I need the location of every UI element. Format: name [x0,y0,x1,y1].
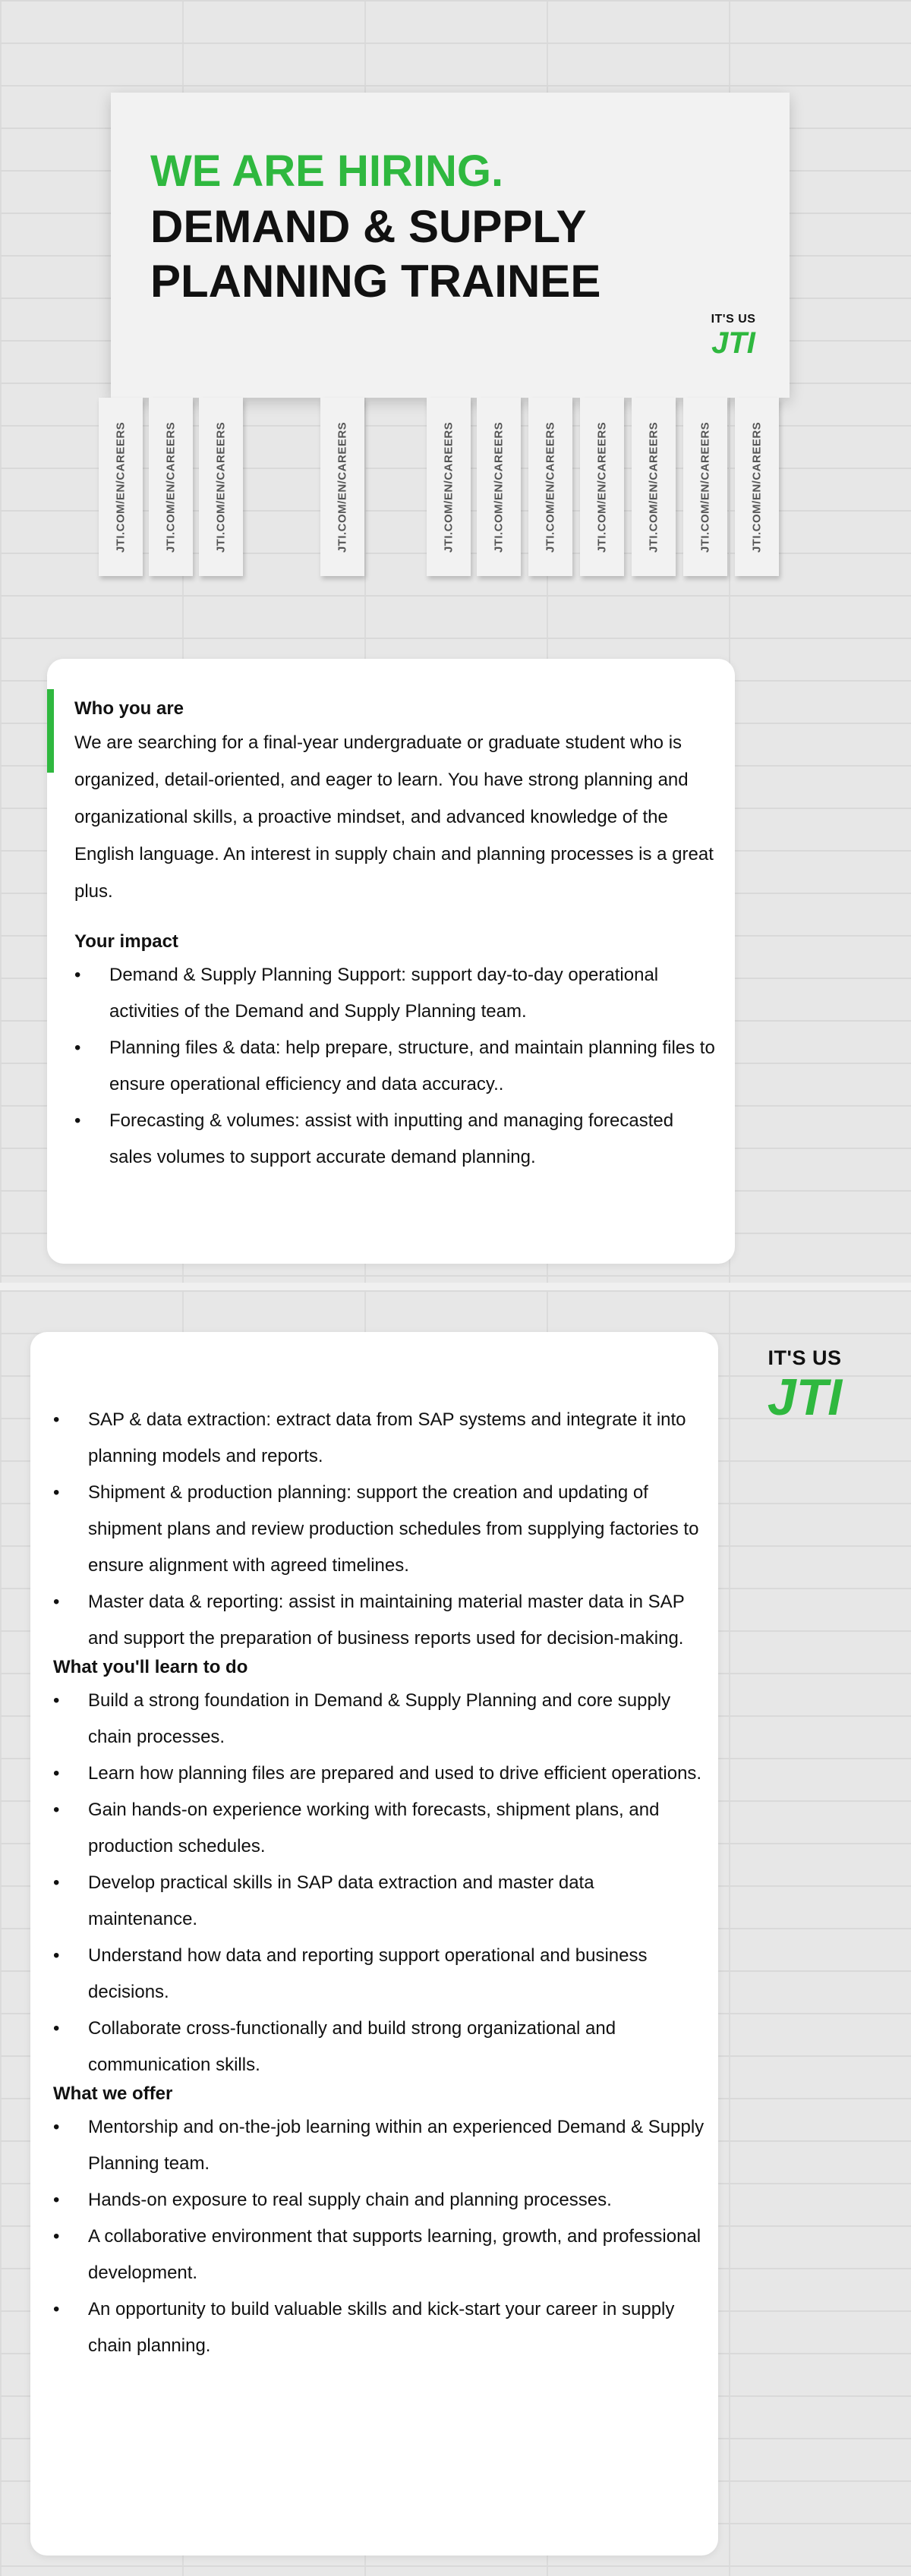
list-item: • Gain hands-on experience working with forecasts, shipment plans, and production schedules. [53,1792,706,1865]
headline-hiring: WE ARE HIRING. [150,146,504,196]
tear-off-tab [149,398,193,576]
tab-url: JTI.COM/EN/CAREERS [492,421,506,553]
jti-logo-small [703,313,764,360]
headline-job-title-line-2: PLANNING TRAINEE [150,256,601,307]
tab-url: JTI.COM/EN/CAREERS [544,421,557,553]
tab-url: JTI.COM/EN/CAREERS [336,421,349,553]
list-item: • Collaborate cross-functionally and build strong organizational and communication skills. [53,2011,706,2083]
list-item: • Learn how planning files are prepared and used to drive efficient operations. [53,1756,706,1792]
page-divider [0,1283,911,1290]
list-item: • Forecasting & volumes: assist with inputting and managing forecasted sales volumes to support accurate demand planning. [74,1103,720,1176]
tear-off-tab [683,398,727,576]
logo-tagline: IT'S US [711,313,756,326]
tab-url: JTI.COM/EN/CAREERS [647,421,660,553]
list-item: • Build a strong foundation in Demand & Supply Planning and core supply chain processes. [53,1683,706,1756]
tab-url: JTI.COM/EN/CAREERS [698,421,712,553]
tear-off-tabs [99,398,797,580]
jti-logo-icon: JTI [711,326,755,360]
job-description-card-1 [47,659,735,1264]
learn-list [53,1683,706,2083]
list-item: • SAP & data extraction: extract data from SAP systems and integrate it into planning models and reports. [53,1402,706,1475]
list-item: • A collaborative environment that supports learning, growth, and professional development. [53,2219,706,2291]
who-you-are-heading: Who you are [74,698,184,719]
learn-heading: What you'll learn to do [53,1657,248,1677]
list-item: • Shipment & production planning: support the creation and updating of shipment plans and review production schedules from supplying factories to ensure alignment with agreed timelines. [53,1475,706,1584]
tab-url: JTI.COM/EN/CAREERS [214,421,228,553]
list-item: • Hands-on exposure to real supply chain and planning processes. [53,2182,706,2219]
tab-url: JTI.COM/EN/CAREERS [442,421,456,553]
tab-url: JTI.COM/EN/CAREERS [750,421,764,553]
tab-url: JTI.COM/EN/CAREERS [595,421,609,553]
your-impact-heading: Your impact [74,931,178,952]
impact-list [74,957,720,1176]
tab-url: JTI.COM/EN/CAREERS [164,421,178,553]
logo-tagline: IT'S US [768,1346,842,1369]
list-item: • Develop practical skills in SAP data extraction and master data maintenance. [53,1865,706,1938]
hiring-poster [111,93,790,398]
list-item: • Understand how data and reporting support operational and business decisions. [53,1938,706,2011]
tear-off-tab [427,398,471,576]
tab-url: JTI.COM/EN/CAREERS [114,421,128,553]
jti-logo-large [759,1346,850,1425]
tear-off-tab [580,398,624,576]
tear-off-tab [632,398,676,576]
list-item: • Mentorship and on-the-job learning within an experienced Demand & Supply Planning team. [53,2109,706,2182]
job-description-card-2 [30,1332,718,2556]
tear-off-tab [477,398,521,576]
tear-off-tab [528,398,572,576]
tear-off-tab [735,398,779,576]
offer-list [53,2109,706,2364]
accent-bar [47,689,54,773]
tear-off-tab [99,398,143,576]
list-item: • An opportunity to build valuable skills and kick-start your career in supply chain planning. [53,2291,706,2364]
tear-off-tab [199,398,243,576]
offer-heading: What we offer [53,2083,173,2104]
impact-list-continued [53,1402,706,1657]
tear-off-tab [320,398,364,576]
who-you-are-text: We are searching for a final-year undergraduate or graduate student who is organized, detail-oriented, and eager to learn. You have strong planning and organizational skills, a proactive mindset, and advanced knowledge of the English language. An interest in supply chain and planning processes is a great plus. [74,732,714,902]
list-item: • Planning files & data: help prepare, structure, and maintain planning files to ensure operational efficiency and data accuracy.. [74,1030,720,1103]
list-item: • Master data & reporting: assist in maintaining material master data in SAP and support the preparation of business reports used for decision-making. [53,1584,706,1657]
headline-job-title-line-1: DEMAND & SUPPLY [150,201,587,252]
jti-logo-icon: JTI [767,1368,843,1426]
list-item: • Demand & Supply Planning Support: support day-to-day operational activities of the Demand and Supply Planning team. [74,957,720,1030]
